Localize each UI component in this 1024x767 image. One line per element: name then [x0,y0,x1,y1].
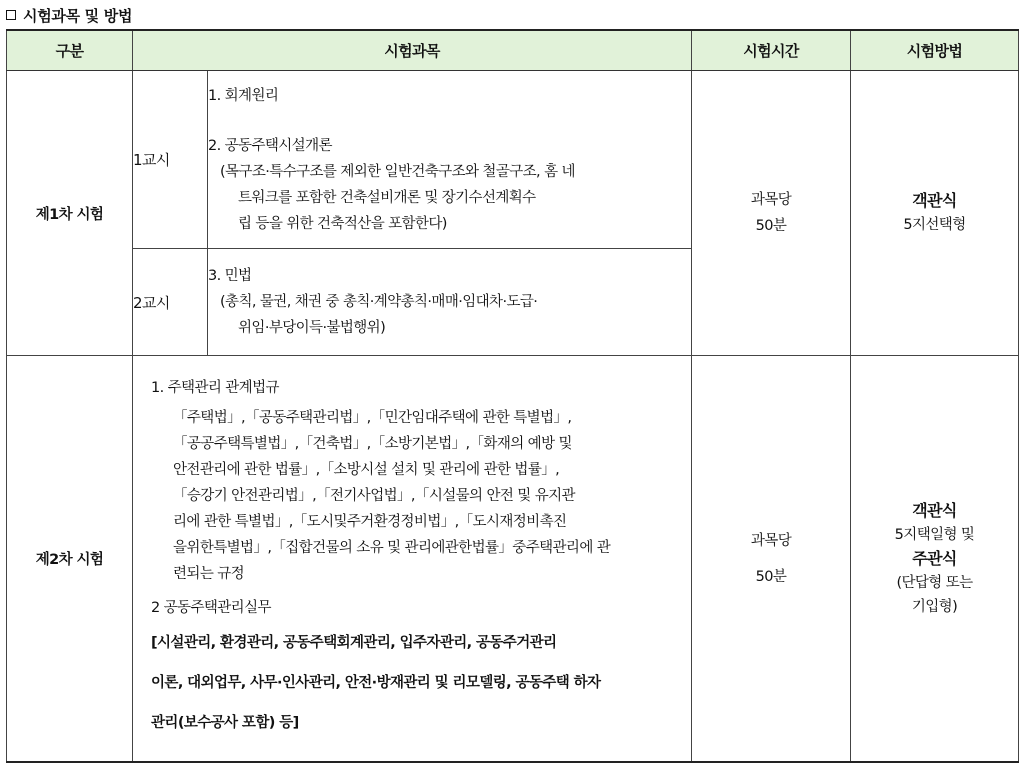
exam-table [6,29,1019,763]
subject-housing-facilities: 2. 공동주택시설개론 [208,137,332,154]
header-category: 구분 [7,30,133,71]
law-line: 「공공주택특별법」,「건축법」,「소방기본법」,「화재의 예방 및 [173,435,572,452]
method-type: 객관식 [912,191,957,210]
subject-housing-management-practice: 2 공동주택관리실무 [151,599,271,616]
subject-civil-law: 3. 민법 [208,268,252,284]
exam2-label: 제2차 시험 [7,356,133,763]
subject-accounting: 1. 회계원리 [208,87,279,104]
exam1-session2-subjects [208,249,692,356]
method-detail: 5지택일형 및 [894,526,975,543]
exam2-row [7,356,1019,763]
law-list [151,405,691,587]
exam1-session1-label: 1교시 [133,71,208,249]
method-detail: 기입형) [911,598,958,615]
subject-detail-line: (총칙, 물권, 채권 중 총칙·계약총칙·매매·임대차·도급· [220,294,538,310]
section-title-text: 시험과목 및 방법 [23,6,133,25]
subject-detail-line: 트워크를 포함한 건축설비개론 및 장기수선계획수 [238,189,536,206]
law-line: 「주택법」,「공동주택관리법」,「민간임대주택에 관한 특별법」, [173,409,572,426]
section-title [6,3,132,27]
practice-line: 이론, 대외업무, 사무·인사관리, 안전·방재관리 및 리모델링, 공동주택 하자 [151,674,601,691]
subject-detail-line: 립 등을 위한 건축적산을 포함한다) [238,215,447,232]
time-per-subject: 과목당 [750,532,792,549]
method-detail: 5지선택형 [903,217,966,233]
exam2-subjects [133,356,692,763]
method-type-objective: 객관식 [912,500,957,520]
method-type-subjective: 주관식 [912,548,957,568]
subject-detail-line: 위임·부당이득·불법행위) [238,320,386,336]
subject-detail-line: (목구조·특수구조를 제외한 일반건축구조와 철골구조, 홈 네 [220,163,575,180]
checkbox-square-icon [6,10,16,20]
header-subjects: 시험과목 [133,30,692,71]
law-line: 「승강기 안전관리법」,「전기사업법」,「시설물의 안전 및 유지관 [173,487,575,504]
exam1-session1-subjects [208,71,692,249]
practice-line: 관리(보수공사 포함) 등] [151,714,299,731]
law-line: 련되는 규정 [173,565,245,582]
time-minutes: 50분 [755,568,787,585]
exam1-session2-label: 2교시 [133,249,208,356]
time-per-subject: 과목당 [750,192,792,208]
law-line: 안전관리에 관한 법률」,「소방시설 설치 및 관리에 관한 법률」, [173,461,560,478]
exam1-time [692,71,851,356]
header-time: 시험시간 [692,30,851,71]
exam1-method [851,71,1019,356]
exam1-label: 제1차 시험 [7,71,133,356]
exam2-time [692,356,851,763]
subject-housing-law: 1. 주택관리 관계법규 [151,379,279,396]
law-line: 을위한특별법」,「집합건물의 소유 및 관리에관한법률」중주택관리에 관 [173,539,611,556]
practice-line: [시설관리, 환경관리, 공동주택회계관리, 입주자관리, 공동주거관리 [151,634,557,651]
law-line: 리에 관한 특별법」,「도시및주거환경정비법」,「도시재정비촉진 [173,513,567,530]
exam1-row1 [7,71,1019,249]
header-row [7,30,1019,71]
method-detail: (단답형 또는 [896,574,973,591]
header-method: 시험방법 [851,30,1019,71]
time-minutes: 50분 [755,218,787,234]
exam2-method [851,356,1019,763]
